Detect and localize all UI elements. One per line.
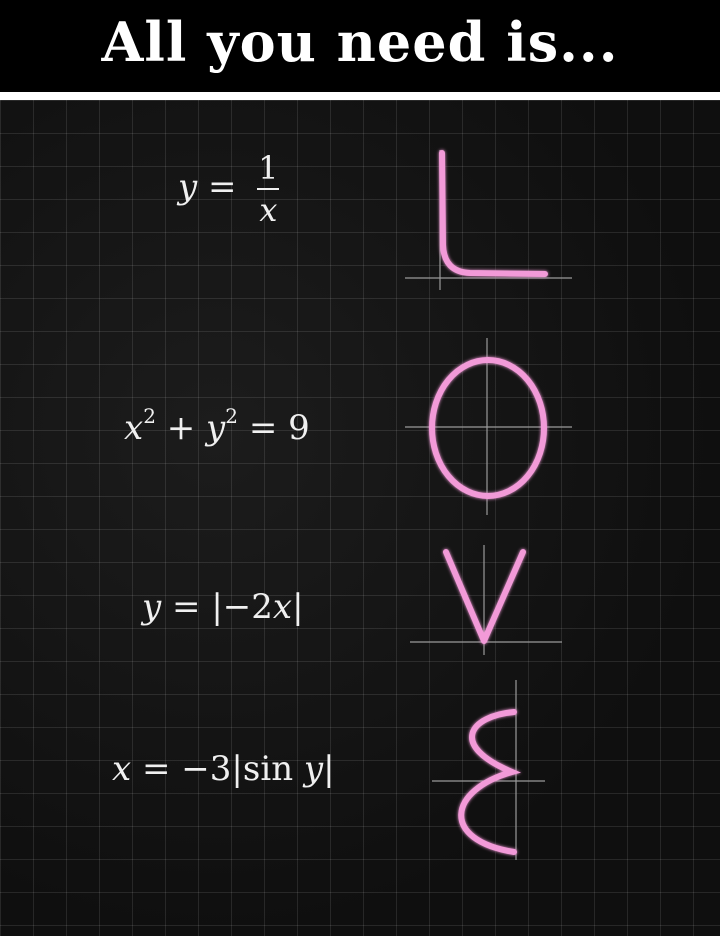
eq3-rhs-suffix: |	[292, 587, 304, 627]
graph-letter-e	[432, 680, 545, 860]
eq1-denominator: x	[259, 191, 278, 229]
eq2-y-exponent: 2	[225, 404, 238, 428]
graph-l-curve	[442, 153, 545, 274]
eq1-numerator: 1	[258, 149, 279, 187]
graph-letter-v	[410, 545, 562, 655]
graph-o-curve	[432, 360, 544, 496]
eq4-rhs-var: y	[303, 749, 324, 789]
eq2-plus: +	[166, 408, 196, 448]
eq3-rhs-prefix: = |−2	[172, 587, 273, 627]
eq4-lhs: x	[112, 749, 132, 789]
eq2-y: y	[206, 408, 226, 448]
eq3-lhs: y	[142, 587, 162, 627]
graph-letter-o	[405, 338, 572, 515]
eq4-rhs-suffix: |	[323, 749, 335, 789]
eq2-rhs: = 9	[248, 408, 310, 448]
eq1-equals: =	[208, 167, 237, 207]
graph-e-curve	[461, 712, 514, 852]
eq3-rhs-var: x	[272, 587, 293, 627]
eq2-x-exponent: 2	[143, 404, 156, 428]
page-title: All you need is...	[101, 10, 619, 74]
graph-letter-l	[405, 150, 572, 290]
eq1-lhs: y	[178, 167, 198, 207]
eq4-rhs-prefix: = −3|sin	[142, 749, 304, 789]
eq2-x: x	[124, 408, 144, 448]
